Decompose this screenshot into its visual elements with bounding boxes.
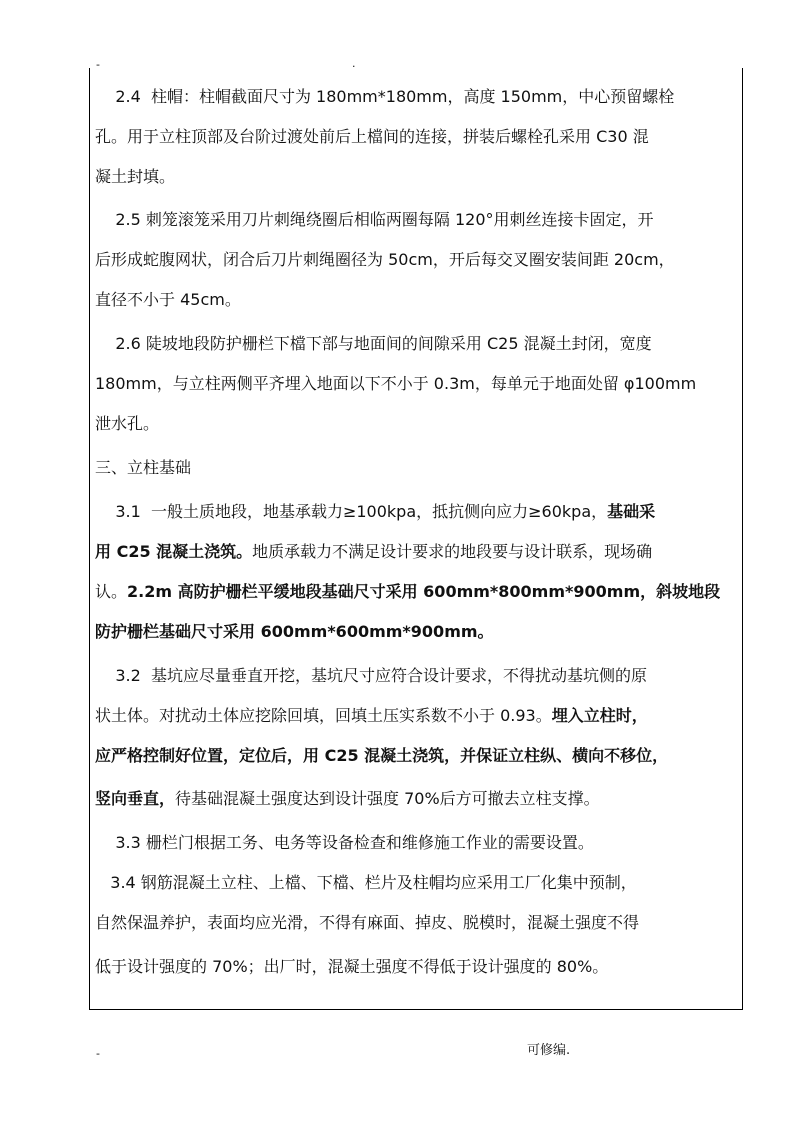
bold-text-segment: 应严格控制好位置，定位后，用 C25 混凝土浇筑，并保证立柱纵、横向不移位， bbox=[95, 746, 669, 765]
text-line bbox=[95, 790, 740, 808]
text-line bbox=[95, 375, 740, 393]
text-segment: 三、立柱基础 bbox=[95, 458, 192, 477]
text-segment: 3.3 栅栏门根据工务、电务等设备检查和维修施工作业的需要设置。 bbox=[95, 833, 594, 852]
footer-editable-note: 可修编. bbox=[527, 1043, 571, 1058]
text-line bbox=[95, 543, 740, 561]
text-segment: 2.5 刺笼滚笼采用刀片刺绳绕圈后相临两圈每隔 120°用刺丝连接卡固定，开 bbox=[95, 210, 654, 229]
bold-text-segment: 用 C25 混凝土浇筑。 bbox=[95, 542, 253, 561]
text-line bbox=[95, 583, 740, 601]
text-line bbox=[95, 834, 740, 852]
text-line bbox=[95, 667, 740, 685]
header-mark-center: . bbox=[352, 57, 356, 70]
text-line bbox=[95, 415, 740, 433]
text-segment: 待基础混凝土强度达到设计强度 70%后方可撤去立柱支撑。 bbox=[175, 789, 600, 808]
text-segment: 地质承载力不满足设计要求的地段要与设计联系，现场确 bbox=[252, 542, 653, 561]
bold-text-segment: 埋入立柱时， bbox=[551, 706, 648, 725]
text-segment: 直径不小于 45cm。 bbox=[95, 290, 241, 309]
text-line bbox=[95, 958, 740, 976]
text-segment: 3.1 一般土质地段，地基承载力≥100kpa，抵抗侧向应力≥60kpa， bbox=[95, 502, 608, 521]
text-line bbox=[95, 88, 740, 106]
header-mark-left: - bbox=[96, 58, 100, 71]
bold-text-segment: 竖向垂直， bbox=[95, 789, 176, 808]
text-segment: 泄水孔。 bbox=[95, 414, 160, 433]
text-line bbox=[95, 251, 740, 269]
text-segment: 180mm，与立柱两侧平齐埋入地面以下不小于 0.3m，每单元于地面处留 φ100mm bbox=[95, 374, 697, 393]
text-line bbox=[95, 291, 740, 309]
text-line bbox=[95, 623, 740, 641]
bold-text-segment: 防护栅栏基础尺寸采用 600mm*600mm*900mm。 bbox=[95, 622, 494, 641]
text-segment: 后形成蛇腹网状，闭合后刀片刺绳圈径为 50cm，开后每交叉圈安装间距 20cm， bbox=[95, 250, 675, 269]
text-segment: 孔。用于立柱顶部及台阶过渡处前后上檔间的连接，拼装后螺栓孔采用 C30 混 bbox=[95, 127, 649, 146]
text-line bbox=[95, 707, 740, 725]
text-segment: 低于设计强度的 70%；出厂时，混凝土强度不得低于设计强度的 80%。 bbox=[95, 957, 609, 976]
text-line bbox=[95, 168, 740, 186]
text-line bbox=[95, 211, 740, 229]
text-line bbox=[95, 459, 740, 477]
text-segment: 3.4 钢筋混凝土立柱、上檔、下檔、栏片及柱帽均应采用工厂化集中预制， bbox=[95, 873, 637, 892]
text-line bbox=[95, 128, 740, 146]
text-segment: 凝土封填。 bbox=[95, 167, 176, 186]
text-line bbox=[95, 914, 740, 932]
bold-text-segment: 2.2m 高防护栅栏平缓地段基础尺寸采用 600mm*800mm*900mm，斜坡地段 bbox=[127, 582, 721, 601]
text-line bbox=[95, 747, 740, 765]
footer-mark-left: - bbox=[96, 1047, 100, 1060]
text-segment: 认。 bbox=[95, 582, 128, 601]
text-segment: 自然保温养护，表面均应光滑，不得有麻面、掉皮、脱模时，混凝土强度不得 bbox=[95, 913, 640, 932]
text-line bbox=[95, 335, 740, 353]
text-segment: 状土体。对扰动土体应挖除回填，回填土压实系数不小于 0.93。 bbox=[95, 706, 552, 725]
text-segment: 3.2 基坑应尽量垂直开挖，基坑尺寸应符合设计要求，不得扰动基坑侧的原 bbox=[95, 666, 647, 685]
text-line bbox=[95, 503, 740, 521]
bold-text-segment: 基础采 bbox=[607, 502, 656, 521]
text-line bbox=[95, 874, 740, 892]
text-segment: 2.4 柱帽：柱帽截面尺寸为 180mm*180mm，高度 150mm，中心预留螺栓 bbox=[95, 87, 675, 106]
text-segment: 2.6 陡坡地段防护栅栏下檔下部与地面间的间隙采用 C25 混凝土封闭，宽度 bbox=[95, 334, 652, 353]
